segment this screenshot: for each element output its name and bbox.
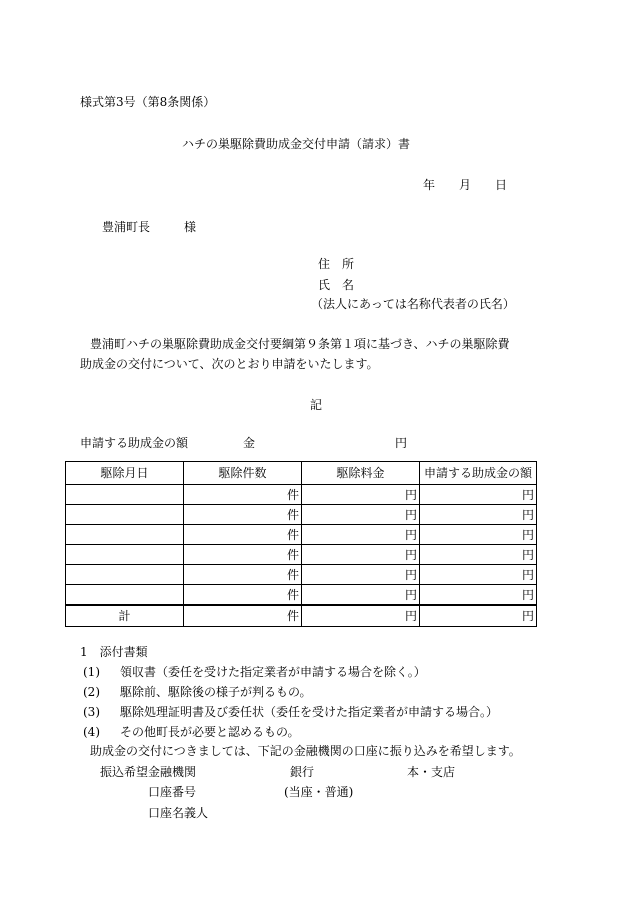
amount-yen-suffix: 円	[395, 436, 408, 450]
date-line	[423, 179, 507, 191]
removal-fee-cell[interactable]: 円	[302, 545, 420, 565]
subsidy-table	[65, 461, 537, 627]
removal-fee-cell[interactable]: 円	[302, 505, 420, 525]
table-header-cell: 申請する助成金の額	[420, 462, 537, 485]
attachment-item-number: (2)	[83, 685, 100, 699]
attachments-heading: 1 添付書類	[80, 645, 148, 659]
attachment-item-number: (3)	[83, 705, 100, 719]
subsidy-amount-cell[interactable]: 円	[420, 565, 537, 585]
date-year-label: 年	[423, 178, 436, 192]
removal-fee-cell[interactable]: 円	[302, 585, 420, 606]
table-row	[66, 585, 537, 606]
total-fee-cell[interactable]: 円	[302, 605, 420, 627]
addressee-name: 豊浦町長	[102, 220, 151, 234]
attachment-item-text: その他町長が必要と認めるもの。	[120, 725, 300, 739]
removal-count-cell[interactable]: 件	[184, 525, 302, 545]
attachment-item-text: 駆除処理証明書及び委任状（委任を受けた指定業者が申請する場合。）	[120, 705, 499, 719]
attachment-item-number: (1)	[83, 665, 100, 679]
table-row	[66, 485, 537, 505]
removal-date-cell[interactable]	[66, 545, 184, 565]
subsidy-amount-cell[interactable]: 円	[420, 525, 537, 545]
attachment-item	[83, 666, 426, 678]
attachment-item-text: 領収書（委任を受けた指定業者が申請する場合を除く。）	[120, 665, 426, 679]
bank-suffix: 銀行	[290, 765, 315, 779]
removal-date-cell[interactable]	[66, 525, 184, 545]
ki-heading: 記	[310, 398, 323, 412]
table-row	[66, 505, 537, 525]
subsidy-amount-cell[interactable]: 円	[420, 585, 537, 606]
total-label-cell: 計	[66, 605, 184, 627]
subsidy-amount-cell[interactable]: 円	[420, 485, 537, 505]
form-number: 様式第3号（第8条関係）	[80, 95, 216, 109]
date-month-label: 月	[459, 178, 472, 192]
table-header-row	[66, 462, 537, 485]
body-text-line-2: 助成金の交付について、次のとおり申請をいたします。	[80, 357, 379, 371]
account-holder-label: 口座名義人	[148, 806, 209, 820]
addressee	[102, 221, 196, 233]
removal-fee-cell[interactable]: 円	[302, 485, 420, 505]
subsidy-amount-cell[interactable]: 円	[420, 545, 537, 565]
corporate-name-note: （法人にあっては名称代表者の氏名）	[311, 297, 515, 311]
table-header-cell: 駆除月日	[66, 462, 184, 485]
removal-count-cell[interactable]: 件	[184, 585, 302, 606]
attachment-item	[83, 726, 300, 738]
attachment-item-text: 駆除前、駆除後の様子が判るもの。	[120, 685, 312, 699]
applicant-name-label: 氏 名	[318, 278, 355, 292]
attachment-item	[83, 686, 312, 698]
account-number-label: 口座番号	[148, 785, 197, 799]
transfer-intro-text: 助成金の交付につきましては、下記の金融機関の口座に振り込みを希望します。	[90, 744, 521, 758]
bank-label: 振込希望金融機関	[100, 765, 197, 779]
amount-kin-prefix: 金	[243, 436, 256, 450]
table-row	[66, 525, 537, 545]
removal-date-cell[interactable]	[66, 485, 184, 505]
removal-fee-cell[interactable]: 円	[302, 565, 420, 585]
removal-date-cell[interactable]	[66, 585, 184, 606]
removal-count-cell[interactable]: 件	[184, 505, 302, 525]
addressee-honorific: 様	[184, 220, 197, 234]
table-row	[66, 545, 537, 565]
account-type-options: (当座・普通)	[284, 785, 354, 799]
table-total-row	[66, 605, 537, 627]
removal-date-cell[interactable]	[66, 505, 184, 525]
subsidy-amount-cell[interactable]: 円	[420, 505, 537, 525]
removal-count-cell[interactable]: 件	[184, 545, 302, 565]
body-text-line-1: 豊浦町ハチの巣駆除費助成金交付要綱第９条第１項に基づき、ハチの巣駆除費	[90, 337, 510, 351]
removal-count-cell[interactable]: 件	[184, 565, 302, 585]
table-header-cell: 駆除料金	[302, 462, 420, 485]
date-day-label: 日	[495, 178, 508, 192]
table-header-cell: 駆除件数	[184, 462, 302, 485]
total-subsidy-cell[interactable]: 円	[420, 605, 537, 627]
total-count-cell[interactable]: 件	[184, 605, 302, 627]
amount-label: 申請する助成金の額	[80, 436, 189, 450]
document-title: ハチの巣駆除費助成金交付申請（請求）書	[182, 137, 411, 151]
removal-date-cell[interactable]	[66, 565, 184, 585]
removal-fee-cell[interactable]: 円	[302, 525, 420, 545]
attachment-item-number: (4)	[83, 725, 100, 739]
removal-count-cell[interactable]: 件	[184, 485, 302, 505]
applicant-address-label: 住 所	[318, 257, 355, 271]
attachment-item	[83, 706, 498, 718]
branch-suffix: 本・支店	[407, 765, 456, 779]
table-row	[66, 565, 537, 585]
